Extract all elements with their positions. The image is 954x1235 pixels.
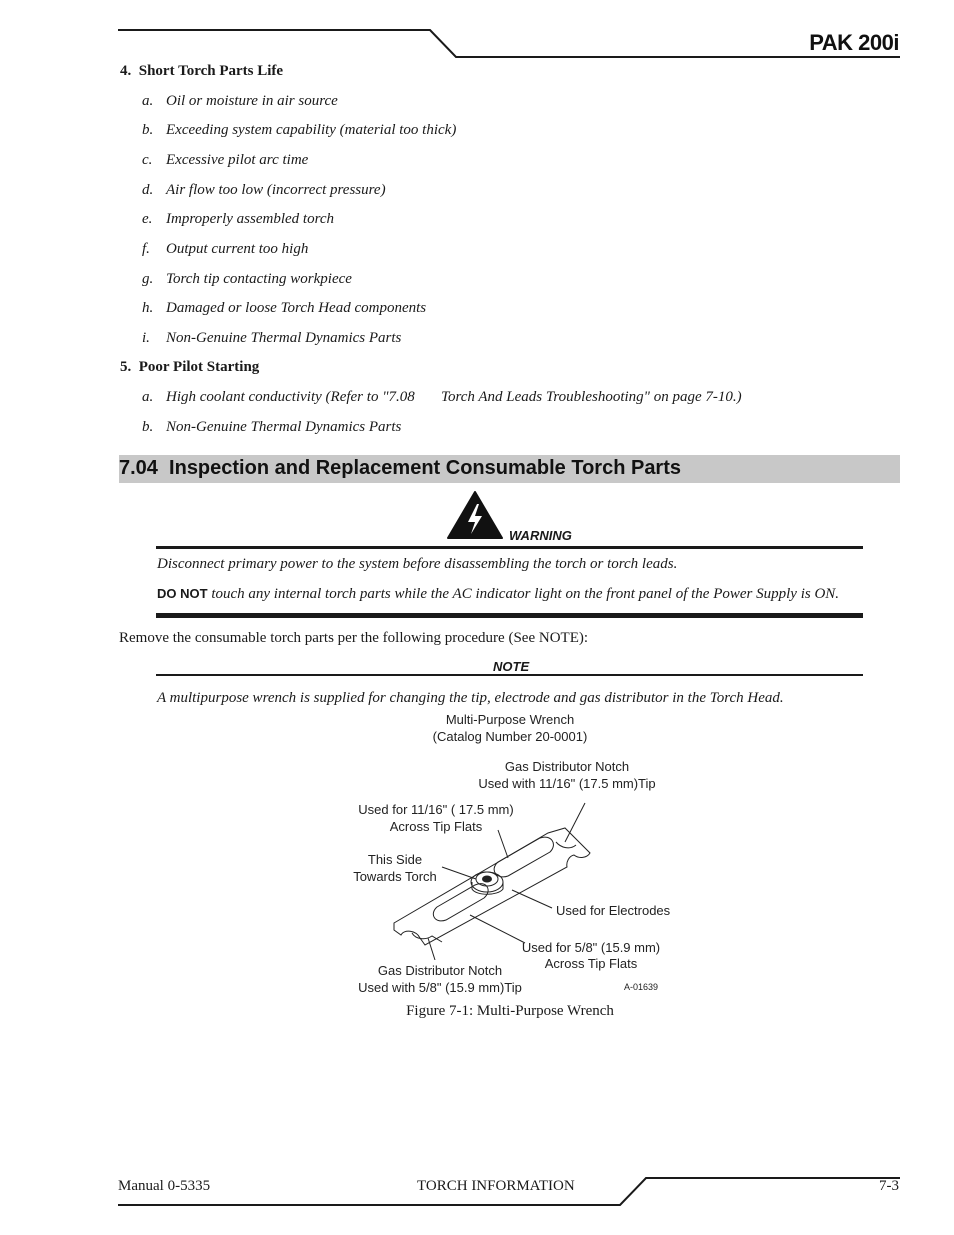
label-flats-small-2: Across Tip Flats bbox=[544, 956, 638, 971]
label-towards-torch: Towards Torch bbox=[353, 869, 437, 884]
figure-title: Multi-Purpose Wrench bbox=[445, 712, 575, 727]
label-electrodes: Used for Electrodes bbox=[556, 903, 671, 918]
wrench-illustration bbox=[380, 790, 620, 960]
label-gd-notch-top-tip: Used with 11/16" (17.5 mm)Tip bbox=[478, 776, 656, 791]
label-gd-notch-bottom-tip: Used with 5/8" (15.9 mm)Tip bbox=[358, 980, 522, 995]
warning-text-2: DO NOT touch any internal torch parts while the AC indicator light on the front panel of the Power Supply is ON. bbox=[157, 586, 840, 602]
list-item: c. Excessive pilot arc time bbox=[142, 152, 309, 168]
warning-text-1: Disconnect primary power to the system before disassembling the torch or torch leads. bbox=[157, 556, 678, 572]
footer-section: TORCH INFORMATION bbox=[417, 1178, 575, 1194]
warning-rule-top bbox=[156, 546, 863, 549]
procedure-text: Remove the consumable torch parts per the following procedure (See NOTE): bbox=[119, 630, 589, 646]
note-rule bbox=[156, 674, 863, 676]
figure-code: A-01639 bbox=[624, 982, 659, 992]
section-heading: 7.04 Inspection and Replacement Consumable Torch Parts bbox=[119, 457, 682, 479]
label-flats-large-2: Across Tip Flats bbox=[389, 819, 483, 834]
warning-icon bbox=[446, 490, 504, 540]
figure-catalog: (Catalog Number 20-0001) bbox=[432, 729, 588, 744]
label-flats-small: Used for 5/8" (15.9 mm) bbox=[521, 940, 661, 955]
label-gd-notch-bottom: Gas Distributor Notch bbox=[377, 963, 503, 978]
list-heading-4: 4. Short Torch Parts Life bbox=[120, 63, 284, 79]
list-item: a. Oil or moisture in air source bbox=[142, 93, 338, 109]
product-title: PAK 200i bbox=[809, 30, 899, 55]
list-item: e. Improperly assembled torch bbox=[142, 211, 335, 227]
footer-page-number: 7-3 bbox=[879, 1178, 899, 1194]
figure-caption: Figure 7-1: Multi-Purpose Wrench bbox=[406, 1003, 614, 1019]
label-gd-notch-top: Gas Distributor Notch bbox=[504, 759, 630, 774]
footer-manual: Manual 0-5335 bbox=[118, 1178, 211, 1194]
list-heading-5: 5. Poor Pilot Starting bbox=[120, 359, 260, 375]
label-this-side: This Side bbox=[367, 852, 423, 867]
label-flats-large: Used for 11/16" ( 17.5 mm) bbox=[358, 802, 514, 817]
list-item: a. High coolant conductivity (Refer to "7.08 Torch And Leads Troubleshooting" on page 7-10.) bbox=[142, 389, 742, 405]
list-item: b. Exceeding system capability (material too thick) bbox=[142, 122, 457, 138]
warning-rule-bottom bbox=[156, 613, 863, 618]
note-text: A multipurpose wrench is supplied for changing the tip, electrode and gas distributor in the Torch Head. bbox=[157, 690, 784, 706]
list-item: h. Damaged or loose Torch Head components bbox=[142, 300, 427, 316]
list-item: d. Air flow too low (incorrect pressure) bbox=[142, 182, 386, 198]
note-label: NOTE bbox=[493, 659, 530, 674]
list-item: g. Torch tip contacting workpiece bbox=[142, 271, 352, 287]
warning-label: WARNING bbox=[509, 528, 572, 543]
list-item: b. Non-Genuine Thermal Dynamics Parts bbox=[142, 419, 402, 435]
list-item: f. Output current too high bbox=[142, 241, 309, 257]
list-item: i. Non-Genuine Thermal Dynamics Parts bbox=[142, 330, 402, 346]
